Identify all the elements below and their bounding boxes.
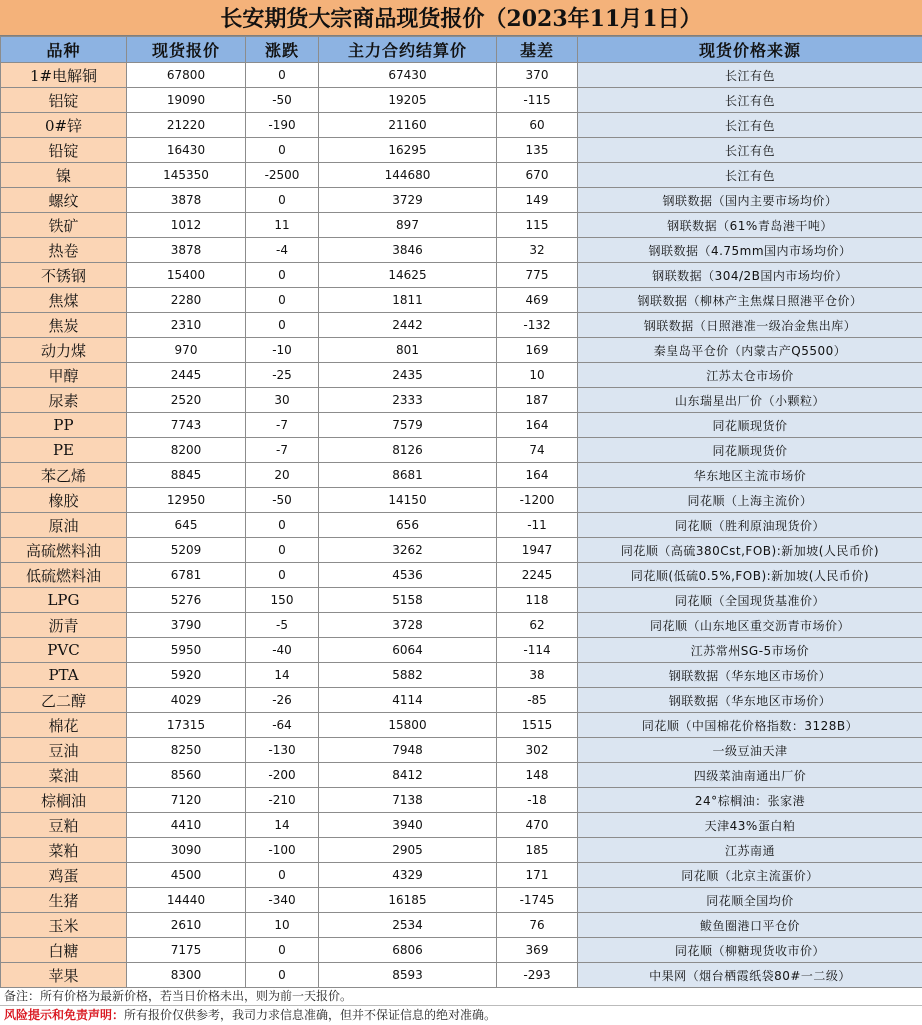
basis-cell: -1200 xyxy=(497,488,578,513)
price-source-cell: 钢联数据（日照港准一级冶金焦出库） xyxy=(578,313,922,338)
spot-price-cell: 2280 xyxy=(127,288,246,313)
variety-cell: 不锈钢 xyxy=(1,263,127,288)
variety-cell: 玉米 xyxy=(1,913,127,938)
change-cell: -5 xyxy=(246,613,319,638)
basis-cell: 76 xyxy=(497,913,578,938)
basis-cell: 60 xyxy=(497,113,578,138)
change-cell: -210 xyxy=(246,788,319,813)
spot-price-cell: 3090 xyxy=(127,838,246,863)
basis-cell: 38 xyxy=(497,663,578,688)
settlement-price-cell: 14625 xyxy=(319,263,497,288)
price-source-cell: 钢联数据（4.75mm国内市场均价） xyxy=(578,238,922,263)
basis-cell: 171 xyxy=(497,863,578,888)
change-cell: -7 xyxy=(246,438,319,463)
spot-price-cell: 8845 xyxy=(127,463,246,488)
table-row xyxy=(1,288,922,313)
variety-cell: 焦炭 xyxy=(1,313,127,338)
basis-cell: -11 xyxy=(497,513,578,538)
change-cell: 0 xyxy=(246,563,319,588)
variety-cell: 铝锭 xyxy=(1,88,127,113)
table-header-row xyxy=(1,37,922,63)
spot-price-cell: 8200 xyxy=(127,438,246,463)
change-cell: -100 xyxy=(246,838,319,863)
change-cell: 0 xyxy=(246,963,319,988)
settlement-price-cell: 16185 xyxy=(319,888,497,913)
settlement-price-cell: 6064 xyxy=(319,638,497,663)
variety-cell: 乙二醇 xyxy=(1,688,127,713)
change-cell: -340 xyxy=(246,888,319,913)
variety-cell: 螺纹 xyxy=(1,188,127,213)
table-row xyxy=(1,838,922,863)
price-source-cell: 四级菜油南通出厂价 xyxy=(578,763,922,788)
basis-cell: 74 xyxy=(497,438,578,463)
table-row xyxy=(1,563,922,588)
variety-cell: PE xyxy=(1,438,127,463)
settlement-price-cell: 2534 xyxy=(319,913,497,938)
change-cell: -190 xyxy=(246,113,319,138)
spot-price-cell: 2445 xyxy=(127,363,246,388)
spot-price-cell: 3878 xyxy=(127,238,246,263)
table-row xyxy=(1,738,922,763)
spot-price-cell: 1012 xyxy=(127,213,246,238)
settlement-price-cell: 897 xyxy=(319,213,497,238)
settlement-price-cell: 1811 xyxy=(319,288,497,313)
table-row xyxy=(1,413,922,438)
basis-cell: 135 xyxy=(497,138,578,163)
change-cell: 0 xyxy=(246,513,319,538)
price-source-cell: 华东地区主流市场价 xyxy=(578,463,922,488)
spot-price-cell: 2520 xyxy=(127,388,246,413)
change-cell: -2500 xyxy=(246,163,319,188)
price-source-cell: 秦皇岛平仓价（内蒙古产Q5500） xyxy=(578,338,922,363)
change-cell: -130 xyxy=(246,738,319,763)
settlement-price-cell: 6806 xyxy=(319,938,497,963)
variety-cell: 尿素 xyxy=(1,388,127,413)
settlement-price-cell: 8593 xyxy=(319,963,497,988)
price-source-cell: 长江有色 xyxy=(578,113,922,138)
spot-price-cell: 5276 xyxy=(127,588,246,613)
change-cell: 0 xyxy=(246,288,319,313)
table-row xyxy=(1,913,922,938)
change-cell: -50 xyxy=(246,488,319,513)
settlement-price-cell: 4114 xyxy=(319,688,497,713)
basis-cell: 164 xyxy=(497,413,578,438)
change-cell: -10 xyxy=(246,338,319,363)
variety-cell: 菜粕 xyxy=(1,838,127,863)
spot-price-cell: 4410 xyxy=(127,813,246,838)
basis-cell: -293 xyxy=(497,963,578,988)
spot-price-cell: 2610 xyxy=(127,913,246,938)
price-source-cell: 同花顺（中国棉花价格指数：3128B） xyxy=(578,713,922,738)
header-spot-price: 现货报价 xyxy=(127,37,246,63)
table-row xyxy=(1,338,922,363)
price-source-cell: 鲅鱼圈港口平仓价 xyxy=(578,913,922,938)
price-table xyxy=(0,36,922,988)
price-source-cell: 同花顺（柳糖现货收市价） xyxy=(578,938,922,963)
change-cell: 0 xyxy=(246,188,319,213)
table-row xyxy=(1,138,922,163)
variety-cell: 热卷 xyxy=(1,238,127,263)
table-row xyxy=(1,588,922,613)
settlement-price-cell: 8412 xyxy=(319,763,497,788)
basis-cell: 187 xyxy=(497,388,578,413)
spot-price-cell: 16430 xyxy=(127,138,246,163)
price-source-cell: 钢联数据（61%青岛港干吨） xyxy=(578,213,922,238)
price-source-cell: 中果网（烟台栖霞纸袋80#一二级） xyxy=(578,963,922,988)
spot-price-cell: 145350 xyxy=(127,163,246,188)
spot-price-cell: 7120 xyxy=(127,788,246,813)
settlement-price-cell: 144680 xyxy=(319,163,497,188)
variety-cell: 苹果 xyxy=(1,963,127,988)
table-row xyxy=(1,488,922,513)
settlement-price-cell: 14150 xyxy=(319,488,497,513)
settlement-price-cell: 7579 xyxy=(319,413,497,438)
variety-cell: 棉花 xyxy=(1,713,127,738)
settlement-price-cell: 2442 xyxy=(319,313,497,338)
price-source-cell: 长江有色 xyxy=(578,88,922,113)
spot-price-cell: 4500 xyxy=(127,863,246,888)
header-settlement-price: 主力合约结算价 xyxy=(319,37,497,63)
change-cell: 14 xyxy=(246,663,319,688)
table-row xyxy=(1,788,922,813)
change-cell: -200 xyxy=(246,763,319,788)
basis-cell: -85 xyxy=(497,688,578,713)
basis-cell: 469 xyxy=(497,288,578,313)
table-row xyxy=(1,463,922,488)
variety-cell: 镍 xyxy=(1,163,127,188)
change-cell: 150 xyxy=(246,588,319,613)
spot-price-cell: 7175 xyxy=(127,938,246,963)
settlement-price-cell: 15800 xyxy=(319,713,497,738)
settlement-price-cell: 7138 xyxy=(319,788,497,813)
table-row xyxy=(1,113,922,138)
table-row xyxy=(1,238,922,263)
price-source-cell: 同花顺(低硫0.5%,FOB):新加坡(人民币价) xyxy=(578,563,922,588)
settlement-price-cell: 4536 xyxy=(319,563,497,588)
change-cell: -26 xyxy=(246,688,319,713)
price-source-cell: 钢联数据（国内主要市场均价） xyxy=(578,188,922,213)
variety-cell: 棕榈油 xyxy=(1,788,127,813)
spot-price-cell: 4029 xyxy=(127,688,246,713)
basis-cell: 302 xyxy=(497,738,578,763)
settlement-price-cell: 656 xyxy=(319,513,497,538)
change-cell: 30 xyxy=(246,388,319,413)
header-price-source: 现货价格来源 xyxy=(578,37,922,63)
basis-cell: 32 xyxy=(497,238,578,263)
table-row xyxy=(1,663,922,688)
remarks-note xyxy=(0,987,922,1006)
spot-price-cell: 12950 xyxy=(127,488,246,513)
settlement-price-cell: 19205 xyxy=(319,88,497,113)
change-cell: 0 xyxy=(246,938,319,963)
price-source-cell: 同花顺（北京主流蛋价） xyxy=(578,863,922,888)
basis-cell: 115 xyxy=(497,213,578,238)
basis-cell: 10 xyxy=(497,363,578,388)
price-source-cell: 钢联数据（柳林产主焦煤日照港平仓价） xyxy=(578,288,922,313)
table-row xyxy=(1,813,922,838)
settlement-price-cell: 3846 xyxy=(319,238,497,263)
page-title: 长安期货大宗商品现货报价（2023年11月1日） xyxy=(0,0,922,36)
change-cell: 10 xyxy=(246,913,319,938)
spot-price-cell: 3790 xyxy=(127,613,246,638)
table-row xyxy=(1,863,922,888)
price-source-cell: 钢联数据（华东地区市场价） xyxy=(578,663,922,688)
change-cell: 0 xyxy=(246,63,319,88)
change-cell: 0 xyxy=(246,538,319,563)
table-row xyxy=(1,538,922,563)
settlement-price-cell: 2435 xyxy=(319,363,497,388)
table-row xyxy=(1,763,922,788)
change-cell: -50 xyxy=(246,88,319,113)
basis-cell: 169 xyxy=(497,338,578,363)
spot-price-cell: 21220 xyxy=(127,113,246,138)
settlement-price-cell: 8681 xyxy=(319,463,497,488)
variety-cell: 1#电解铜 xyxy=(1,63,127,88)
basis-cell: 2245 xyxy=(497,563,578,588)
price-source-cell: 一级豆油天津 xyxy=(578,738,922,763)
header-change: 涨跌 xyxy=(246,37,319,63)
variety-cell: 白糖 xyxy=(1,938,127,963)
variety-cell: 苯乙烯 xyxy=(1,463,127,488)
spot-price-cell: 2310 xyxy=(127,313,246,338)
settlement-price-cell: 3728 xyxy=(319,613,497,638)
settlement-price-cell: 3262 xyxy=(319,538,497,563)
table-row xyxy=(1,313,922,338)
price-source-cell: 同花顺（胜利原油现货价） xyxy=(578,513,922,538)
price-source-cell: 长江有色 xyxy=(578,163,922,188)
basis-cell: 775 xyxy=(497,263,578,288)
settlement-price-cell: 5158 xyxy=(319,588,497,613)
price-source-cell: 长江有色 xyxy=(578,138,922,163)
risk-disclaimer xyxy=(0,1006,922,1025)
spot-price-cell: 19090 xyxy=(127,88,246,113)
price-source-cell: 江苏太仓市场价 xyxy=(578,363,922,388)
spot-price-cell: 645 xyxy=(127,513,246,538)
change-cell: 14 xyxy=(246,813,319,838)
spot-price-cell: 5920 xyxy=(127,663,246,688)
basis-cell: 670 xyxy=(497,163,578,188)
basis-cell: 118 xyxy=(497,588,578,613)
change-cell: -40 xyxy=(246,638,319,663)
change-cell: 11 xyxy=(246,213,319,238)
table-row xyxy=(1,888,922,913)
spot-price-cell: 3878 xyxy=(127,188,246,213)
price-source-cell: 山东瑞星出厂价（小颗粒） xyxy=(578,388,922,413)
price-source-cell: 长江有色 xyxy=(578,63,922,88)
variety-cell: 原油 xyxy=(1,513,127,538)
spot-price-cell: 14440 xyxy=(127,888,246,913)
table-row xyxy=(1,513,922,538)
basis-cell: -18 xyxy=(497,788,578,813)
table-row xyxy=(1,713,922,738)
variety-cell: 菜油 xyxy=(1,763,127,788)
table-row xyxy=(1,188,922,213)
variety-cell: 动力煤 xyxy=(1,338,127,363)
basis-cell: 1515 xyxy=(497,713,578,738)
table-row xyxy=(1,688,922,713)
spot-price-cell: 7743 xyxy=(127,413,246,438)
basis-cell: 185 xyxy=(497,838,578,863)
price-source-cell: 钢联数据（华东地区市场价） xyxy=(578,688,922,713)
variety-cell: 铁矿 xyxy=(1,213,127,238)
variety-cell: 豆油 xyxy=(1,738,127,763)
settlement-price-cell: 21160 xyxy=(319,113,497,138)
price-source-cell: 同花顺现货价 xyxy=(578,438,922,463)
table-row xyxy=(1,163,922,188)
basis-cell: -132 xyxy=(497,313,578,338)
spot-price-cell: 6781 xyxy=(127,563,246,588)
change-cell: 0 xyxy=(246,863,319,888)
variety-cell: 焦煤 xyxy=(1,288,127,313)
change-cell: -7 xyxy=(246,413,319,438)
change-cell: -25 xyxy=(246,363,319,388)
settlement-price-cell: 5882 xyxy=(319,663,497,688)
change-cell: 0 xyxy=(246,138,319,163)
variety-cell: LPG xyxy=(1,588,127,613)
spot-price-cell: 8300 xyxy=(127,963,246,988)
change-cell: 0 xyxy=(246,263,319,288)
settlement-price-cell: 67430 xyxy=(319,63,497,88)
table-row xyxy=(1,438,922,463)
variety-cell: 橡胶 xyxy=(1,488,127,513)
spot-price-cell: 5950 xyxy=(127,638,246,663)
basis-cell: 369 xyxy=(497,938,578,963)
price-source-cell: 同花顺（高硫380Cst,FOB):新加坡(人民币价) xyxy=(578,538,922,563)
variety-cell: 豆粕 xyxy=(1,813,127,838)
basis-cell: 148 xyxy=(497,763,578,788)
basis-cell: 1947 xyxy=(497,538,578,563)
table-row xyxy=(1,88,922,113)
risk-text: 所有报价仅供参考，我司力求信息准确，但并不保证信息的绝对准确。 xyxy=(124,1008,497,1022)
basis-cell: 470 xyxy=(497,813,578,838)
settlement-price-cell: 801 xyxy=(319,338,497,363)
price-source-cell: 同花顺现货价 xyxy=(578,413,922,438)
price-source-cell: 24°棕榈油：张家港 xyxy=(578,788,922,813)
change-cell: 0 xyxy=(246,313,319,338)
settlement-price-cell: 8126 xyxy=(319,438,497,463)
price-source-cell: 同花顺全国均价 xyxy=(578,888,922,913)
spot-price-cell: 970 xyxy=(127,338,246,363)
settlement-price-cell: 16295 xyxy=(319,138,497,163)
price-source-cell: 同花顺（上海主流价） xyxy=(578,488,922,513)
variety-cell: 鸡蛋 xyxy=(1,863,127,888)
basis-cell: 62 xyxy=(497,613,578,638)
table-row xyxy=(1,638,922,663)
variety-cell: 生猪 xyxy=(1,888,127,913)
table-row xyxy=(1,938,922,963)
settlement-price-cell: 7948 xyxy=(319,738,497,763)
variety-cell: PTA xyxy=(1,663,127,688)
table-row xyxy=(1,63,922,88)
header-basis: 基差 xyxy=(497,37,578,63)
price-source-cell: 江苏南通 xyxy=(578,838,922,863)
table-row xyxy=(1,363,922,388)
price-source-cell: 同花顺（全国现货基准价） xyxy=(578,588,922,613)
table-row xyxy=(1,613,922,638)
spot-price-cell: 8250 xyxy=(127,738,246,763)
change-cell: -4 xyxy=(246,238,319,263)
change-cell: -64 xyxy=(246,713,319,738)
variety-cell: PVC xyxy=(1,638,127,663)
price-source-cell: 江苏常州SG-5市场价 xyxy=(578,638,922,663)
variety-cell: 高硫燃料油 xyxy=(1,538,127,563)
header-variety: 品种 xyxy=(1,37,127,63)
variety-cell: 铅锭 xyxy=(1,138,127,163)
variety-cell: 低硫燃料油 xyxy=(1,563,127,588)
basis-cell: 370 xyxy=(497,63,578,88)
remarks-text: 备注：所有价格为最新价格，若当日价格未出，则为前一天报价。 xyxy=(4,989,353,1003)
spot-price-cell: 8560 xyxy=(127,763,246,788)
settlement-price-cell: 3729 xyxy=(319,188,497,213)
basis-cell: -1745 xyxy=(497,888,578,913)
table-row xyxy=(1,963,922,988)
variety-cell: 沥青 xyxy=(1,613,127,638)
settlement-price-cell: 4329 xyxy=(319,863,497,888)
spot-price-cell: 15400 xyxy=(127,263,246,288)
spot-price-cell: 67800 xyxy=(127,63,246,88)
settlement-price-cell: 2905 xyxy=(319,838,497,863)
basis-cell: -115 xyxy=(497,88,578,113)
change-cell: 20 xyxy=(246,463,319,488)
basis-cell: -114 xyxy=(497,638,578,663)
variety-cell: 0#锌 xyxy=(1,113,127,138)
basis-cell: 149 xyxy=(497,188,578,213)
table-body xyxy=(1,63,922,988)
spot-price-cell: 5209 xyxy=(127,538,246,563)
basis-cell: 164 xyxy=(497,463,578,488)
table-row xyxy=(1,263,922,288)
variety-cell: 甲醇 xyxy=(1,363,127,388)
price-source-cell: 天津43%蛋白粕 xyxy=(578,813,922,838)
price-source-cell: 同花顺（山东地区重交沥青市场价） xyxy=(578,613,922,638)
price-source-cell: 钢联数据（304/2B国内市场均价） xyxy=(578,263,922,288)
table-row xyxy=(1,213,922,238)
spot-price-cell: 17315 xyxy=(127,713,246,738)
table-row xyxy=(1,388,922,413)
variety-cell: PP xyxy=(1,413,127,438)
settlement-price-cell: 2333 xyxy=(319,388,497,413)
risk-label: 风险提示和免责声明： xyxy=(4,1008,125,1022)
settlement-price-cell: 3940 xyxy=(319,813,497,838)
